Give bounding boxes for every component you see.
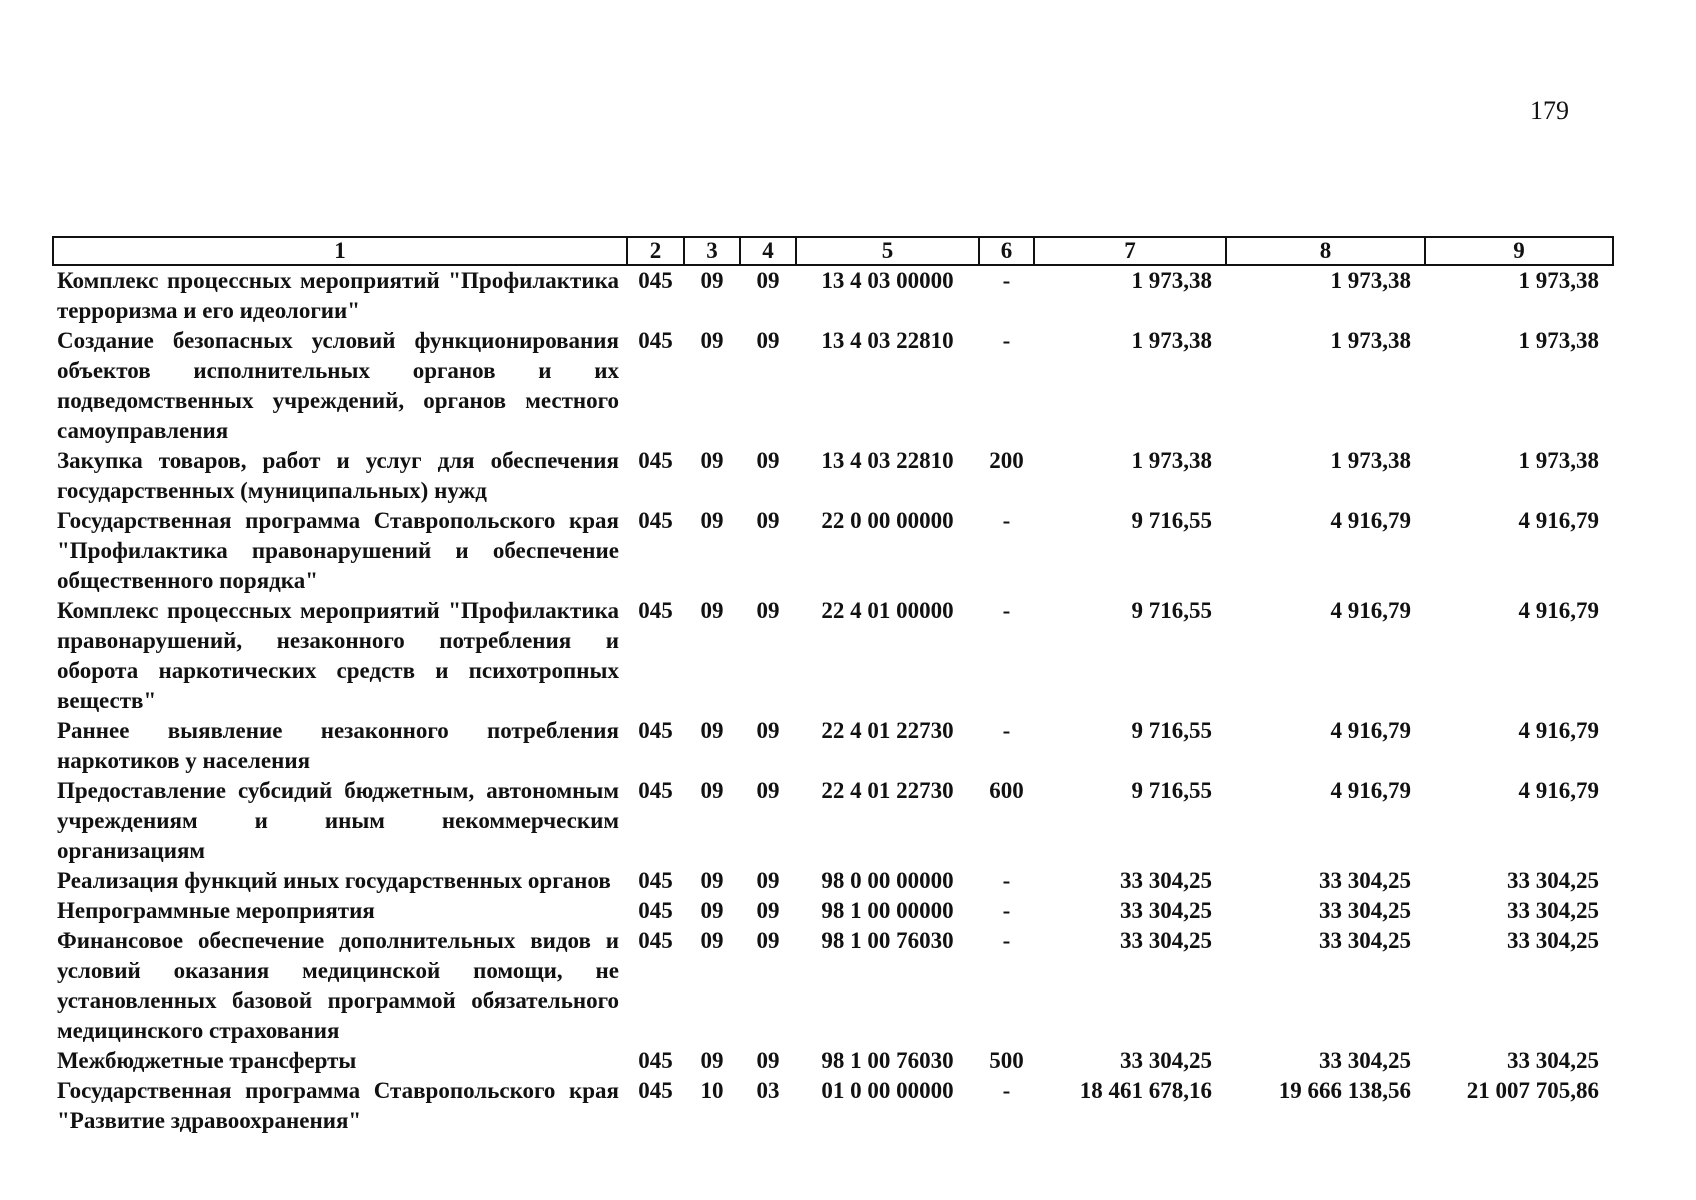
row-amount-col-8: 33 304,25 (1319, 898, 1411, 923)
row-name: Непрограммные мероприятия (57, 898, 375, 923)
row-ministry-code: 045 (638, 268, 673, 293)
header-col-8: 8 (1226, 237, 1425, 265)
row-subsection-code: 09 (756, 718, 780, 743)
row-ministry-code: 045 (638, 1048, 673, 1073)
header-col-1: 1 (53, 237, 627, 265)
row-amount-col-7: 1 973,38 (1131, 268, 1212, 293)
row-target-article: 13 4 03 22810 (821, 328, 954, 353)
row-amount-col-7: 1 973,38 (1131, 448, 1212, 473)
row-target-article: 13 4 03 22810 (821, 448, 954, 473)
row-subsection-code: 09 (756, 928, 780, 953)
row-expense-type: - (1002, 598, 1011, 623)
row-ministry-code: 045 (638, 328, 673, 353)
row-name: Финансовое обеспечение дополнительных видов и условий оказания медицинской помощи, не установленных базовой программой обязательного медицинского страхования (57, 928, 619, 1043)
row-amount-col-7: 33 304,25 (1120, 1048, 1212, 1073)
row-amount-col-8: 4 916,79 (1330, 718, 1411, 743)
row-subsection-code: 03 (756, 1078, 780, 1103)
row-section-code: 09 (700, 268, 724, 293)
row-target-article: 22 4 01 22730 (821, 778, 954, 803)
row-expense-type: 200 (989, 448, 1024, 473)
row-amount-col-8: 19 666 138,56 (1278, 1078, 1411, 1103)
row-amount-col-7: 33 304,25 (1120, 898, 1212, 923)
header-row (53, 237, 1613, 265)
row-section-code: 10 (700, 1078, 724, 1103)
row-name: Раннее выявление незаконного потребления наркотиков у населения (57, 718, 619, 773)
page-number: 179 (1530, 96, 1569, 125)
row-ministry-code: 045 (638, 1078, 673, 1103)
row-subsection-code: 09 (756, 778, 780, 803)
row-amount-col-7: 9 716,55 (1131, 778, 1212, 803)
table-row (53, 1076, 1613, 1136)
table-row (53, 446, 1613, 506)
budget-table (52, 236, 1614, 1136)
row-amount-col-8: 33 304,25 (1319, 868, 1411, 893)
row-expense-type: - (1002, 508, 1011, 533)
row-amount-col-9: 33 304,25 (1507, 928, 1599, 953)
row-subsection-code: 09 (756, 448, 780, 473)
header-col-7: 7 (1034, 237, 1226, 265)
row-amount-col-9: 33 304,25 (1507, 1048, 1599, 1073)
row-section-code: 09 (700, 598, 724, 623)
row-amount-col-9: 4 916,79 (1518, 718, 1599, 743)
row-amount-col-7: 33 304,25 (1120, 868, 1212, 893)
header-col-9: 9 (1425, 237, 1613, 265)
row-expense-type: - (1002, 868, 1011, 893)
row-amount-col-7: 18 461 678,16 (1079, 1078, 1212, 1103)
row-ministry-code: 045 (638, 508, 673, 533)
row-target-article: 98 1 00 76030 (821, 1048, 954, 1073)
row-name: Комплекс процессных мероприятий "Профилактика терроризма и его идеологии" (57, 268, 619, 323)
row-target-article: 22 0 00 00000 (821, 508, 954, 533)
row-ministry-code: 045 (638, 868, 673, 893)
table-row (53, 1046, 1613, 1076)
header-col-6: 6 (979, 237, 1034, 265)
row-ministry-code: 045 (638, 928, 673, 953)
table-row (53, 596, 1613, 716)
row-target-article: 98 1 00 76030 (821, 928, 954, 953)
table-row (53, 265, 1613, 326)
row-amount-col-8: 4 916,79 (1330, 778, 1411, 803)
row-amount-col-8: 1 973,38 (1330, 448, 1411, 473)
row-section-code: 09 (700, 778, 724, 803)
table-row (53, 866, 1613, 896)
row-amount-col-9: 4 916,79 (1518, 508, 1599, 533)
table-row (53, 326, 1613, 446)
row-section-code: 09 (700, 508, 724, 533)
header-col-2: 2 (627, 237, 684, 265)
row-amount-col-7: 9 716,55 (1131, 508, 1212, 533)
row-ministry-code: 045 (638, 898, 673, 923)
row-name: Комплекс процессных мероприятий "Профилактика правонарушений, незаконного потребления и оборота наркотических средств и психотропных веществ" (57, 598, 619, 713)
row-subsection-code: 09 (756, 328, 780, 353)
table-row (53, 776, 1613, 866)
row-name: Государственная программа Ставропольского края "Развитие здравоохранения" (57, 1078, 619, 1133)
row-expense-type: 500 (989, 1048, 1024, 1073)
row-section-code: 09 (700, 898, 724, 923)
row-target-article: 98 1 00 00000 (821, 898, 954, 923)
table-row (53, 716, 1613, 776)
row-amount-col-9: 33 304,25 (1507, 868, 1599, 893)
row-section-code: 09 (700, 868, 724, 893)
row-expense-type: - (1002, 328, 1011, 353)
row-amount-col-8: 1 973,38 (1330, 268, 1411, 293)
row-expense-type: - (1002, 928, 1011, 953)
row-amount-col-7: 9 716,55 (1131, 718, 1212, 743)
row-amount-col-9: 4 916,79 (1518, 778, 1599, 803)
row-expense-type: - (1002, 898, 1011, 923)
row-subsection-code: 09 (756, 898, 780, 923)
row-target-article: 22 4 01 22730 (821, 718, 954, 743)
row-amount-col-7: 1 973,38 (1131, 328, 1212, 353)
row-amount-col-9: 4 916,79 (1518, 598, 1599, 623)
row-amount-col-9: 21 007 705,86 (1466, 1078, 1599, 1103)
row-expense-type: - (1002, 1078, 1011, 1103)
row-name: Межбюджетные трансферты (57, 1048, 357, 1073)
row-amount-col-7: 33 304,25 (1120, 928, 1212, 953)
row-name: Создание безопасных условий функционирования объектов исполнительных органов и их подведомственных учреждений, органов местного самоуправления (57, 328, 619, 443)
row-amount-col-9: 1 973,38 (1518, 268, 1599, 293)
row-name: Реализация функций иных государственных органов (57, 868, 611, 893)
row-amount-col-9: 1 973,38 (1518, 448, 1599, 473)
row-section-code: 09 (700, 448, 724, 473)
row-target-article: 98 0 00 00000 (821, 868, 954, 893)
table-header (53, 237, 1613, 265)
row-ministry-code: 045 (638, 598, 673, 623)
row-subsection-code: 09 (756, 598, 780, 623)
row-name: Предоставление субсидий бюджетным, автономным учреждениям и иным некоммерческим организациям (57, 778, 619, 863)
header-col-5: 5 (796, 237, 979, 265)
header-col-4: 4 (740, 237, 796, 265)
row-subsection-code: 09 (756, 1048, 780, 1073)
row-amount-col-8: 4 916,79 (1330, 598, 1411, 623)
row-ministry-code: 045 (638, 718, 673, 743)
table-row (53, 926, 1613, 1046)
header-col-3: 3 (684, 237, 740, 265)
row-target-article: 01 0 00 00000 (821, 1078, 954, 1103)
row-name: Закупка товаров, работ и услуг для обеспечения государственных (муниципальных) нужд (57, 448, 619, 503)
row-amount-col-9: 33 304,25 (1507, 898, 1599, 923)
row-ministry-code: 045 (638, 448, 673, 473)
row-target-article: 22 4 01 00000 (821, 598, 954, 623)
row-expense-type: 600 (989, 778, 1024, 803)
row-subsection-code: 09 (756, 268, 780, 293)
row-expense-type: - (1002, 718, 1011, 743)
row-amount-col-8: 4 916,79 (1330, 508, 1411, 533)
row-amount-col-8: 1 973,38 (1330, 328, 1411, 353)
row-section-code: 09 (700, 1048, 724, 1073)
row-name: Государственная программа Ставропольского края "Профилактика правонарушений и обеспечение общественного порядка" (57, 508, 619, 593)
row-amount-col-7: 9 716,55 (1131, 598, 1212, 623)
table-row (53, 506, 1613, 596)
row-expense-type: - (1002, 268, 1011, 293)
row-subsection-code: 09 (756, 868, 780, 893)
row-ministry-code: 045 (638, 778, 673, 803)
row-section-code: 09 (700, 718, 724, 743)
table-row (53, 896, 1613, 926)
row-section-code: 09 (700, 928, 724, 953)
row-section-code: 09 (700, 328, 724, 353)
row-amount-col-8: 33 304,25 (1319, 928, 1411, 953)
row-subsection-code: 09 (756, 508, 780, 533)
row-amount-col-9: 1 973,38 (1518, 328, 1599, 353)
row-target-article: 13 4 03 00000 (821, 268, 954, 293)
table-body (53, 265, 1613, 1136)
row-amount-col-8: 33 304,25 (1319, 1048, 1411, 1073)
